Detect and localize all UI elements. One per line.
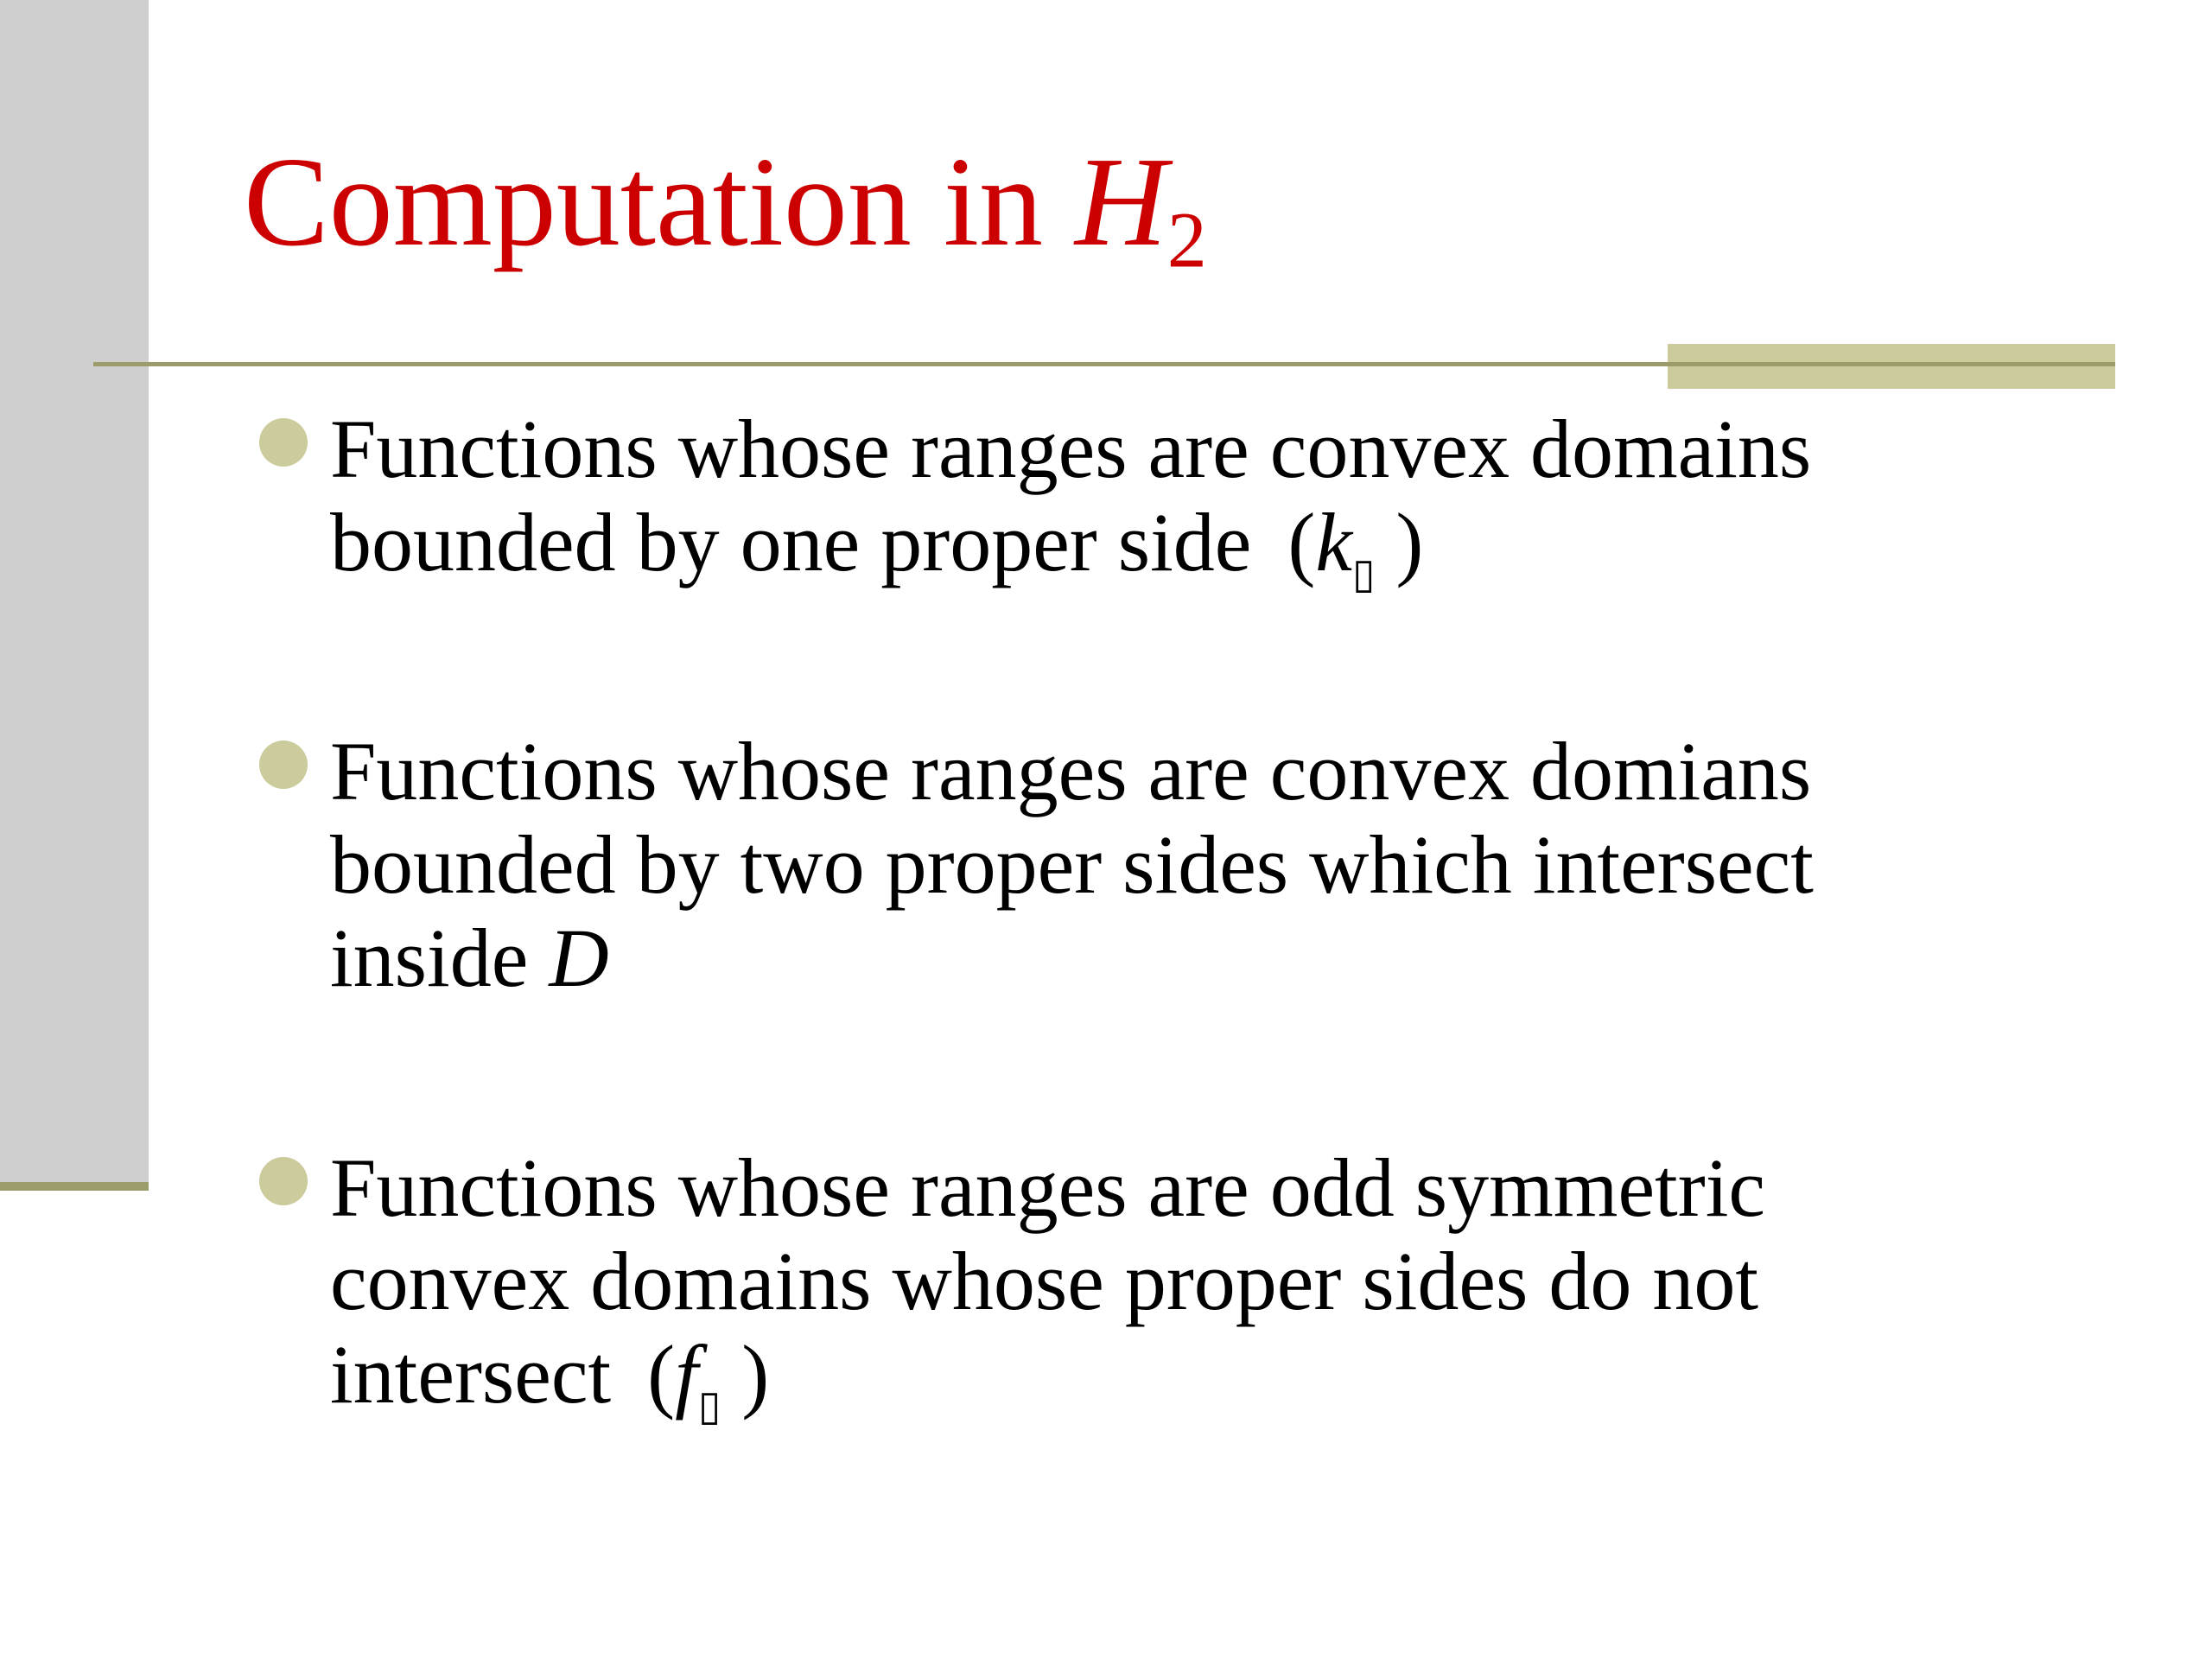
math-open-paren: ( <box>647 1328 676 1421</box>
bullet-dot-icon <box>259 418 308 467</box>
math-open-paren: ( <box>1287 496 1316 588</box>
math-variable: D <box>549 912 609 1004</box>
sidebar-bottom-rule <box>0 1182 149 1191</box>
bullet-text <box>330 403 1972 621</box>
title-math-subscript: 2 <box>1166 195 1207 284</box>
title-divider <box>93 362 1668 366</box>
title-math-variable: H <box>1075 131 1167 273</box>
bullet-text <box>330 725 1972 1005</box>
math-subscript: ▯ <box>697 1383 721 1430</box>
bullet-text-content: Functions whose ranges are odd symmetric convex domains whose proper sides do not intersect <box>330 1141 1765 1421</box>
math-close-paren: ) <box>1375 496 1424 588</box>
math-expression <box>647 1328 770 1430</box>
bullet-text-content: Functions whose ranges are convex domains bounded by one proper side <box>330 403 1812 588</box>
math-close-paren: ) <box>721 1328 770 1421</box>
slide-title-text: Computation in <box>244 131 1075 273</box>
bullet-text-content: Functions whose ranges are convex domians bounded by two proper sides which intersect inside <box>330 725 1814 1004</box>
sidebar-panel <box>0 0 149 1185</box>
title-divider-accent-line <box>1668 362 2115 366</box>
bullet-dot-icon <box>259 1157 308 1205</box>
bullet-text <box>330 1141 1972 1453</box>
title-divider-accent-block <box>1668 344 2115 389</box>
math-variable: k <box>1315 496 1352 588</box>
math-subscript: ▯ <box>1351 551 1376 598</box>
math-variable: f <box>675 1328 698 1421</box>
math-expression <box>1287 496 1424 598</box>
bullet-dot-icon <box>259 741 308 789</box>
slide-title <box>244 131 1207 284</box>
